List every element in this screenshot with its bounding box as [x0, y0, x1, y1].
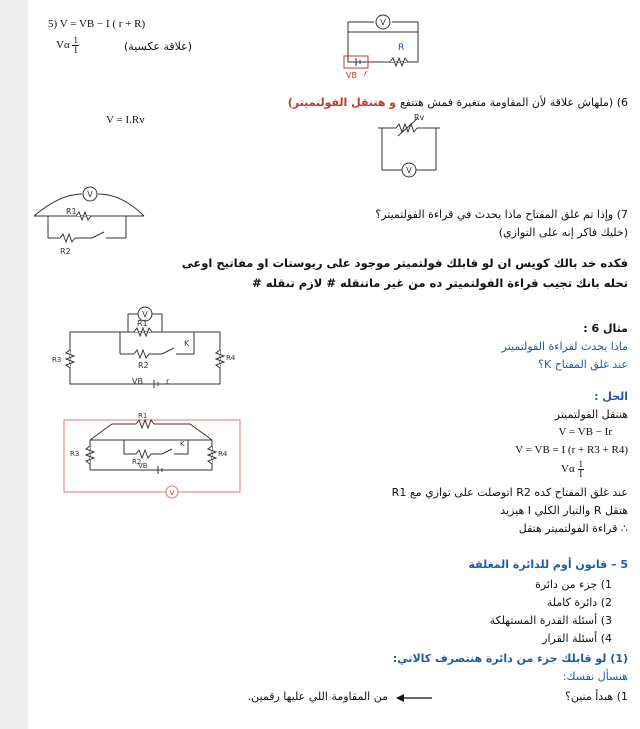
solution-line-3: هتقل R والتيار الكلي I هيزيد: [500, 504, 628, 517]
battery-label: VB: [132, 377, 143, 386]
voltmeter-label: V: [380, 18, 386, 27]
voltmeter-label: V: [87, 190, 93, 199]
r3-label: R3: [52, 356, 62, 364]
resistor-label: R: [398, 43, 405, 53]
proportion-5: [56, 36, 79, 55]
formula: V = VB − I ( r + R): [59, 18, 146, 30]
circuit-5: [62, 414, 242, 499]
circuit-2: [370, 114, 450, 184]
circuit-3: [30, 186, 150, 261]
r4-label: R4: [218, 450, 228, 458]
example-title: مثال 6 :: [583, 322, 628, 335]
solution-conclusion: ∴ قراءة الفولتميتر هتقل: [518, 522, 628, 535]
fraction: $\frac{1}{I}$: [578, 459, 583, 479]
example-question-2: عند غلق المفتاح K؟: [538, 358, 628, 371]
r4-label: R4: [226, 354, 236, 362]
circuit-1: [318, 10, 448, 80]
circuit-4: [52, 304, 238, 394]
arrow-left-icon: [396, 693, 432, 703]
example-question-1: ماذا يحدث لقراءة الفولتميتر: [501, 340, 628, 353]
r2-label: R2: [132, 458, 142, 466]
fraction: $\frac{1}{I}$: [73, 35, 78, 55]
r1-label: R1: [66, 207, 77, 216]
switch-label: K: [180, 440, 185, 448]
solution-line-1: هننقل الفولتميتر: [554, 408, 628, 421]
rheostat-label: Rv: [414, 113, 425, 122]
question-6-text: 6) (ملهاش علاقة لأن المقاومة متغيرة فمش هتتفع: [399, 96, 628, 109]
ohm-ask: هنسأل نفسك:: [562, 670, 628, 683]
voltmeter-label: V: [142, 310, 148, 319]
question-7: 7) وإذا تم غلق المفتاح ماذا يحدث في قراءة الفولتميتر؟: [375, 208, 628, 221]
ohm-item-1: 1) جزء من دائرة: [535, 578, 612, 591]
r2-label: R2: [138, 361, 149, 370]
ohm-item-3: 3) أسئلة القدرة المستهلكة: [489, 614, 612, 627]
ohm-answer: من المقاومة اللي عليها رقمين.: [247, 690, 388, 703]
r1-label: R1: [138, 412, 148, 420]
internal-resistance-label: r: [364, 69, 368, 78]
proportion-symbol: Vα: [56, 39, 70, 52]
r3-label: R3: [70, 450, 80, 458]
equation-5: [48, 18, 145, 30]
solution-equation-2: V = VB = I (r + R3 + R4): [515, 444, 628, 456]
r1-label: R1: [137, 319, 148, 328]
ohm-item-4: 4) أسئلة القرار: [542, 632, 612, 645]
tip-line-1: فكده خد بالك كويس ان لو قابلك فولتميتر موجود على ريوستات او مفاتيح اوعى: [181, 256, 628, 270]
question-7-hint: (خليك فاكر إنه على التوازي): [498, 226, 628, 239]
solution-proportion: [561, 460, 584, 479]
question-6: [288, 96, 628, 109]
switch-label: K: [184, 339, 190, 348]
battery-label: VB: [346, 71, 357, 80]
battery-label: VB: [138, 462, 148, 470]
document-page: [28, 0, 640, 729]
question-6-highlight: و هتنقل الفولتميتر): [287, 96, 400, 109]
voltmeter-label: V: [169, 489, 175, 497]
tip-line-2: تحله بانك تجيب قراءة الفولتميتر ده من غير ماتنقله # لازم تنقله #: [252, 276, 628, 290]
item-number: 5): [48, 18, 58, 30]
voltmeter-label: V: [406, 166, 412, 175]
internal-resistance-label: r: [166, 377, 170, 386]
solution-title: الحل :: [594, 390, 628, 403]
ohm-item-2: 2) دائرة كاملة: [546, 596, 612, 609]
ohm-question-1: 1) هبدأ منين؟: [565, 690, 628, 703]
r2-label: R2: [60, 247, 71, 256]
ohm-part-1: (1) لو قابلك جزء من دائرة هنتصرف كالاتي:: [392, 652, 628, 665]
proportion-symbol: Vα: [561, 463, 575, 476]
ohm-section-title: 5 – قانون أوم للدائرة المغلقة: [468, 558, 628, 571]
solution-line-2: عند غلق المفتاح كده R2 اتوصلت على توازي مع R1: [391, 486, 628, 499]
solution-equation-1: V = VB − Ir: [558, 426, 612, 438]
inverse-relation-label: (علاقة عكسية): [124, 40, 193, 53]
equation-6: V = I.Rv: [106, 114, 145, 126]
